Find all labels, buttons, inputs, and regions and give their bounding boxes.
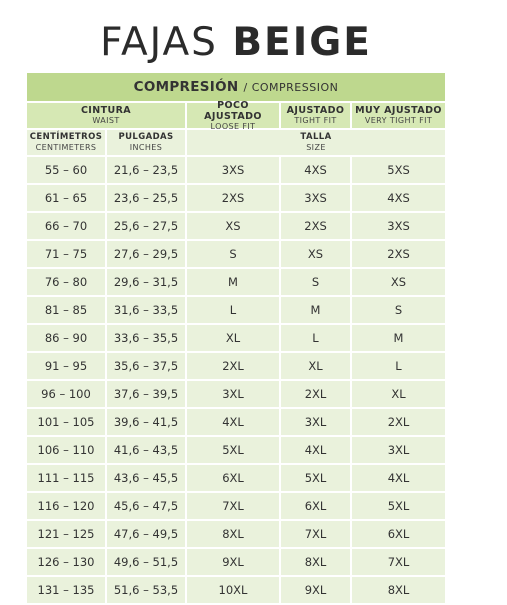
waist-in-cell: 29,6 – 31,5 (107, 269, 185, 295)
waist-in-cell: 31,6 – 33,5 (107, 297, 185, 323)
tight-fit-cell: XL (281, 353, 350, 379)
header-tight-fit (281, 103, 350, 128)
header-label: PULGADAS (118, 132, 174, 142)
table-row (27, 213, 445, 239)
loose-fit-cell: 5XL (187, 437, 279, 463)
header-inches (107, 130, 185, 155)
table-row (27, 493, 445, 519)
header-sub: SIZE (306, 143, 326, 152)
table-row (27, 157, 445, 183)
tight-fit-cell: 4XS (281, 157, 350, 183)
loose-fit-cell: 4XL (187, 409, 279, 435)
waist-in-cell: 21,6 – 23,5 (107, 157, 185, 183)
tight-fit-cell: 3XS (281, 185, 350, 211)
waist-in-cell: 39,6 – 41,5 (107, 409, 185, 435)
table-row (27, 297, 445, 323)
very-tight-fit-cell: S (352, 297, 445, 323)
header-label: TALLA (300, 132, 332, 142)
very-tight-fit-cell: XL (352, 381, 445, 407)
tight-fit-cell: 5XL (281, 465, 350, 491)
page-title (0, 20, 472, 65)
loose-fit-cell: 8XL (187, 521, 279, 547)
waist-cm-cell: 66 – 70 (27, 213, 105, 239)
loose-fit-cell: XS (187, 213, 279, 239)
header-label: CENTÍMETROS (29, 132, 103, 142)
very-tight-fit-cell: 4XS (352, 185, 445, 211)
loose-fit-cell: 6XL (187, 465, 279, 491)
table-row (27, 521, 445, 547)
tight-fit-cell: 6XL (281, 493, 350, 519)
table-row (27, 465, 445, 491)
table-row (27, 353, 445, 379)
very-tight-fit-cell: 2XS (352, 241, 445, 267)
waist-cm-cell: 71 – 75 (27, 241, 105, 267)
waist-in-cell: 41,6 – 43,5 (107, 437, 185, 463)
waist-cm-cell: 96 – 100 (27, 381, 105, 407)
header-sub: CENTIMETERS (35, 143, 97, 152)
header-label: MUY AJUSTADO (355, 105, 442, 116)
waist-cm-cell: 126 – 130 (27, 549, 105, 575)
waist-cm-cell: 76 – 80 (27, 269, 105, 295)
header-sub: VERY TIGHT FIT (364, 116, 433, 125)
waist-in-cell: 43,6 – 45,5 (107, 465, 185, 491)
tight-fit-cell: 2XS (281, 213, 350, 239)
loose-fit-cell: 9XL (187, 549, 279, 575)
waist-cm-cell: 61 – 65 (27, 185, 105, 211)
very-tight-fit-cell: 3XL (352, 437, 445, 463)
header-cintura (27, 103, 185, 128)
very-tight-fit-cell: 8XL (352, 577, 445, 603)
table-row (27, 241, 445, 267)
header-sub: TIGHT FIT (294, 116, 337, 125)
size-rows (27, 157, 445, 603)
very-tight-fit-cell: 2XL (352, 409, 445, 435)
header-very-tight-fit (352, 103, 445, 128)
size-chart-table (27, 73, 445, 605)
table-row (27, 577, 445, 603)
unit-header-row (27, 130, 445, 155)
tight-fit-cell: 3XL (281, 409, 350, 435)
very-tight-fit-cell: 5XL (352, 493, 445, 519)
table-row (27, 381, 445, 407)
tight-fit-cell: 7XL (281, 521, 350, 547)
tight-fit-cell: 2XL (281, 381, 350, 407)
very-tight-fit-cell: 6XL (352, 521, 445, 547)
very-tight-fit-cell: 7XL (352, 549, 445, 575)
very-tight-fit-cell: 5XS (352, 157, 445, 183)
band-sub: / COMPRESSION (243, 81, 339, 94)
table-row (27, 549, 445, 575)
table-row (27, 269, 445, 295)
header-label: CINTURA (80, 105, 132, 116)
loose-fit-cell: 2XL (187, 353, 279, 379)
header-talla (187, 130, 445, 155)
waist-in-cell: 25,6 – 27,5 (107, 213, 185, 239)
table-row (27, 325, 445, 351)
waist-in-cell: 49,6 – 51,5 (107, 549, 185, 575)
tight-fit-cell: 8XL (281, 549, 350, 575)
waist-in-cell: 23,6 – 25,5 (107, 185, 185, 211)
waist-in-cell: 47,6 – 49,5 (107, 521, 185, 547)
waist-cm-cell: 111 – 115 (27, 465, 105, 491)
loose-fit-cell: L (187, 297, 279, 323)
tight-fit-cell: S (281, 269, 350, 295)
compression-band (27, 73, 445, 101)
waist-in-cell: 33,6 – 35,5 (107, 325, 185, 351)
waist-cm-cell: 86 – 90 (27, 325, 105, 351)
header-label: POCO AJUSTADO (204, 99, 262, 122)
very-tight-fit-cell: XS (352, 269, 445, 295)
band-main: COMPRESIÓN (133, 79, 239, 95)
waist-cm-cell: 121 – 125 (27, 521, 105, 547)
waist-cm-cell: 106 – 110 (27, 437, 105, 463)
very-tight-fit-cell: L (352, 353, 445, 379)
waist-in-cell: 35,6 – 37,5 (107, 353, 185, 379)
waist-cm-cell: 116 – 120 (27, 493, 105, 519)
loose-fit-cell: 3XS (187, 157, 279, 183)
waist-cm-cell: 81 – 85 (27, 297, 105, 323)
waist-in-cell: 45,6 – 47,5 (107, 493, 185, 519)
table-row (27, 409, 445, 435)
waist-cm-cell: 55 – 60 (27, 157, 105, 183)
tight-fit-cell: M (281, 297, 350, 323)
waist-in-cell: 51,6 – 53,5 (107, 577, 185, 603)
loose-fit-cell: 2XS (187, 185, 279, 211)
tight-fit-cell: L (281, 325, 350, 351)
title-light: FAJAS (100, 20, 218, 65)
header-loose-fit (187, 99, 279, 131)
loose-fit-cell: 10XL (187, 577, 279, 603)
table-row (27, 185, 445, 211)
very-tight-fit-cell: 3XS (352, 213, 445, 239)
loose-fit-cell: 7XL (187, 493, 279, 519)
header-sub: WAIST (92, 116, 120, 125)
waist-in-cell: 27,6 – 29,5 (107, 241, 185, 267)
loose-fit-cell: 3XL (187, 381, 279, 407)
loose-fit-cell: XL (187, 325, 279, 351)
tight-fit-cell: 9XL (281, 577, 350, 603)
header-label: AJUSTADO (286, 105, 345, 116)
header-sub: LOOSE FIT (210, 121, 256, 131)
very-tight-fit-cell: 4XL (352, 465, 445, 491)
loose-fit-cell: M (187, 269, 279, 295)
tight-fit-cell: 4XL (281, 437, 350, 463)
tight-fit-cell: XS (281, 241, 350, 267)
fit-header-row (27, 99, 445, 131)
loose-fit-cell: S (187, 241, 279, 267)
header-centimeters (27, 130, 105, 155)
table-row (27, 437, 445, 463)
waist-cm-cell: 91 – 95 (27, 353, 105, 379)
waist-cm-cell: 101 – 105 (27, 409, 105, 435)
title-bold: BEIGE (232, 20, 372, 65)
very-tight-fit-cell: M (352, 325, 445, 351)
waist-cm-cell: 131 – 135 (27, 577, 105, 603)
header-sub: INCHES (129, 143, 163, 152)
waist-in-cell: 37,6 – 39,5 (107, 381, 185, 407)
